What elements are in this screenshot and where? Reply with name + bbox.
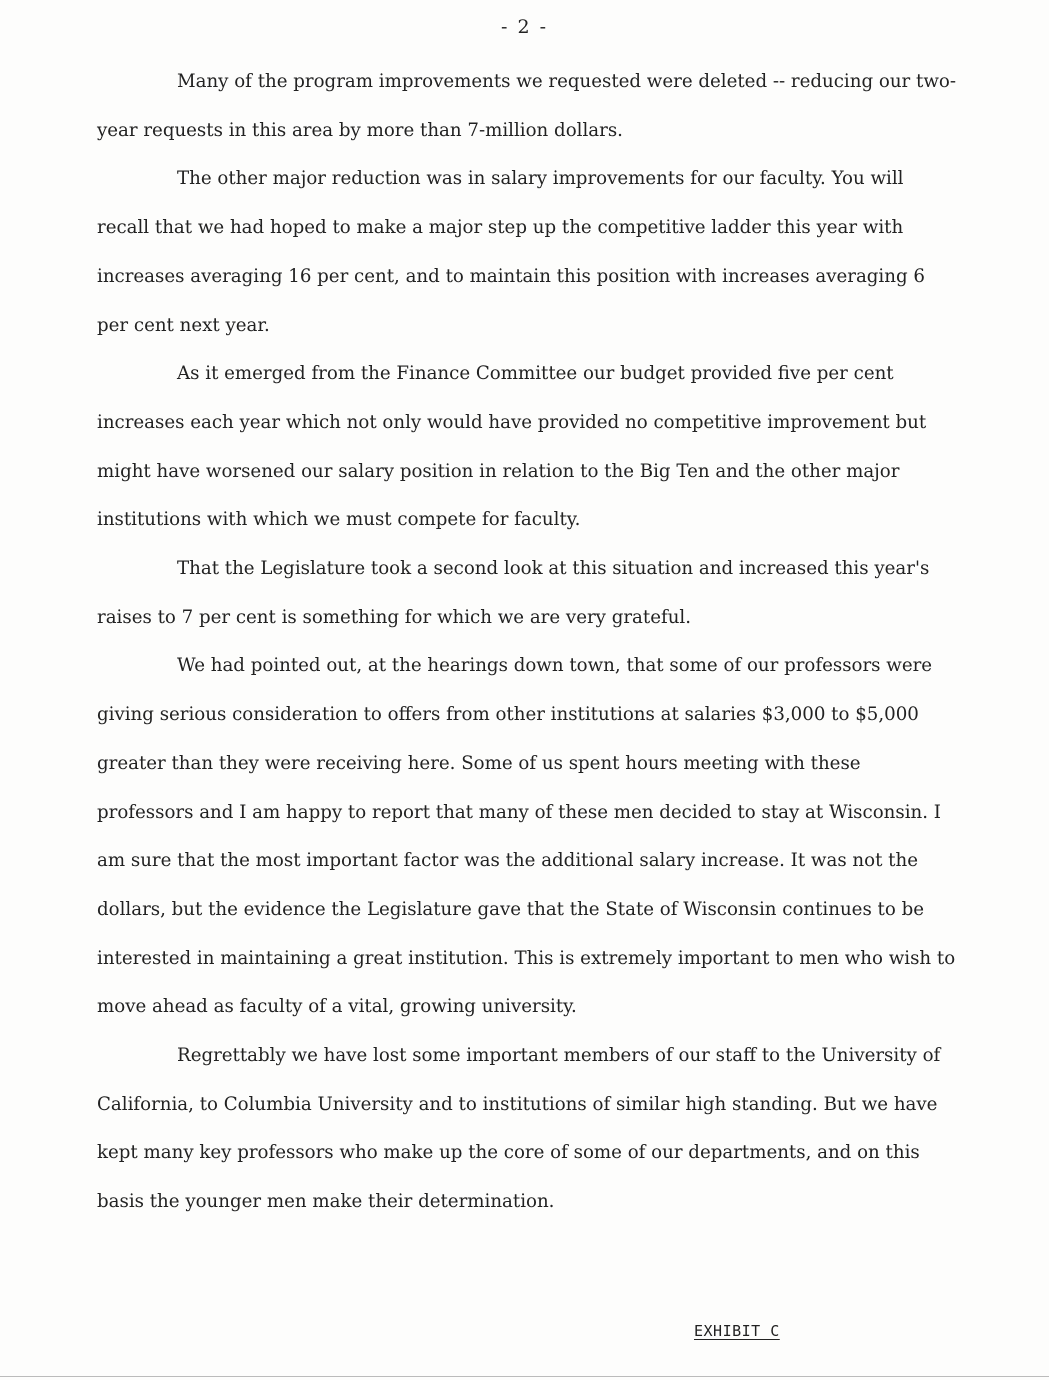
paragraph-hearings: We had pointed out, at the hearings down town, that some of our professors were giving serious consideration to offers from other institutions at salaries $3,000 to $5,000 greater than they were receiving here. Some of us spent hours meeting with these professors and I am happy to report that many of these men decided to stay at Wisconsin. I am sure that the most important factor was the additional salary increase. It was not the dollars, but the evidence the Legislature gave that the State of Wisconsin continues to be interested in maintaining a great institution. This is extremely important to men who wish to move ahead as faculty of a vital, growing university. [97, 655, 956, 1018]
page-number: - 2 - [500, 16, 548, 38]
paragraph-salary-reduction: The other major reduction was in salary improvements for our faculty. You will recall that we had hoped to make a major step up the competitive ladder this year with increases averaging 16 per cent, and to maintain this position with increases averaging 6 per cent next year. [97, 168, 925, 336]
paragraph-lost-staff: Regrettably we have lost some important members of our staff to the University of California, to Columbia University and to institutions of similar high standing. But we have kept many key professors who make up the core of some of our departments, and on this basis the younger men make their determination. [97, 1045, 941, 1213]
paragraph-program-improvements: Many of the program improvements we requested were deleted -- reducing our two-year requests in this area by more than 7-million dollars. [97, 71, 956, 141]
document-body [97, 58, 957, 1227]
paragraph-legislature-second-look: That the Legislature took a second look at this situation and increased this year's raises to 7 per cent is something for which we are very grateful. [97, 558, 930, 628]
paragraph-finance-committee: As it emerged from the Finance Committee our budget provided five per cent increases each year which not only would have provided no competitive improvement but might have worsened our salary position in relation to the Big Ten and the other major institutions with which we must compete for faculty. [97, 363, 927, 531]
exhibit-label: EXHIBIT C [694, 1322, 780, 1340]
page-bottom-edge [0, 1376, 1049, 1377]
